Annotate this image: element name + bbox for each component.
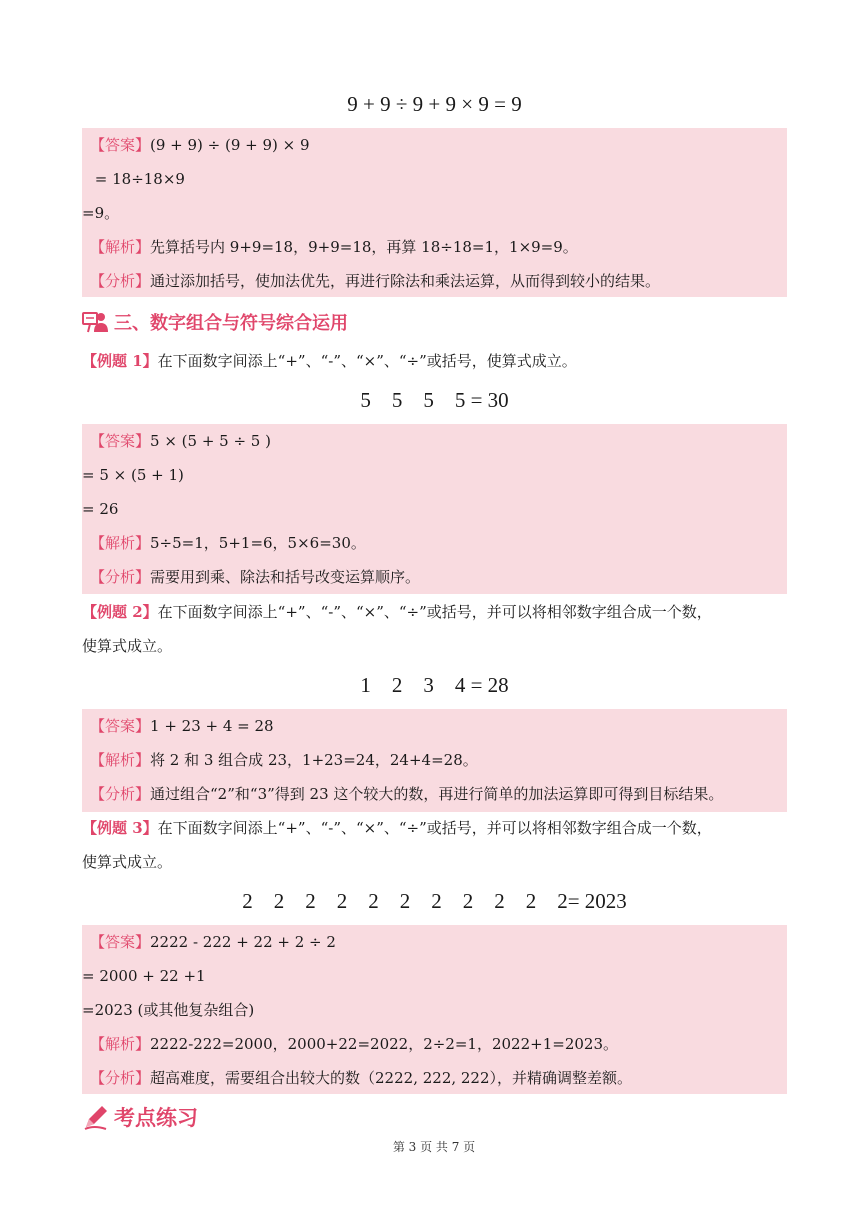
answer-line: =9。 — [82, 204, 120, 222]
example-3-question-cont: 使算式成立。 — [82, 853, 173, 871]
analysis-line: 【解析】先算括号内 9+9=18，9+9=18，再算 18÷18=1，1×9=9。 — [90, 238, 578, 256]
analysis-line: 【解析】5÷5=1，5+1=6，5×6=30。 — [90, 534, 366, 552]
answer-line: = 5 × (5 + 1) — [82, 466, 184, 484]
note-line: 【分析】需要用到乘、除法和括号改变运算顺序。 — [90, 568, 421, 586]
answer-line: 【答案】1 + 23 + 4 = 28 — [90, 717, 274, 735]
answer-box-example-2 — [82, 709, 787, 812]
equation-top: 9 + 9 ÷ 9 + 9 × 9 = 9 — [347, 92, 522, 116]
practice-heading — [82, 1099, 198, 1135]
example-1-question: 【例题 1】在下面数字间添上“+”、“-”、“×”、“÷”或括号，使算式成立。 — [82, 352, 577, 370]
analysis-line: 【解析】将 2 和 3 组合成 23，1+23=24，24+4=28。 — [90, 751, 478, 769]
equation-example-2: 1 2 3 4 = 28 — [360, 673, 509, 697]
example-2-question: 【例题 2】在下面数字间添上“+”、“-”、“×”、“÷”或括号，并可以将相邻数字组合成一个数， — [82, 603, 712, 621]
answer-box-top — [82, 128, 787, 297]
answer-line: 【答案】5 × (5 + 5 ÷ 5 ) — [90, 432, 271, 450]
answer-line: = 18÷18×9 — [90, 170, 185, 188]
note-line: 【分析】通过组合“2”和“3”得到 23 这个较大的数，再进行简单的加法运算即可得到目标结果。 — [90, 785, 724, 803]
answer-box-example-1 — [82, 424, 787, 594]
example-2-question-cont: 使算式成立。 — [82, 637, 173, 655]
note-line: 【分析】超高难度，需要组合出较大的数（2222, 222, 222），并精确调整差额。 — [90, 1069, 633, 1087]
equation-example-1: 5 5 5 5 = 30 — [360, 388, 509, 412]
section-title: 三、数字组合与符号综合运用 — [114, 313, 348, 334]
section-heading — [82, 307, 348, 337]
note-line: 【分析】通过添加括号，使加法优先，再进行除法和乘法运算，从而得到较小的结果。 — [90, 272, 661, 290]
practice-title: 考点练习 — [114, 1106, 198, 1130]
answer-line: 【答案】(9 + 9) ÷ (9 + 9) × 9 — [90, 136, 310, 154]
answer-line: =2023 (或其他复杂组合) — [82, 1001, 255, 1019]
equation-example-3: 2 2 2 2 2 2 2 2 2 2 2= 2023 — [242, 889, 627, 913]
teacher-icon — [82, 310, 108, 334]
example-3-question: 【例题 3】在下面数字间添上“+”、“-”、“×”、“÷”或括号，并可以将相邻数字组合成一个数， — [82, 819, 712, 837]
answer-line: 【答案】2222 - 222 + 22 + 2 ÷ 2 — [90, 933, 336, 951]
page-footer: 第 3 页 共 7 页 — [392, 1140, 476, 1154]
answer-line: = 2000 + 22 +1 — [82, 967, 206, 985]
answer-box-example-3 — [82, 925, 787, 1094]
answer-line: = 26 — [82, 500, 119, 518]
pencil-icon — [82, 1103, 110, 1131]
analysis-line: 【解析】2222-222=2000，2000+22=2022，2÷2=1，2022+1=2023。 — [90, 1035, 618, 1053]
